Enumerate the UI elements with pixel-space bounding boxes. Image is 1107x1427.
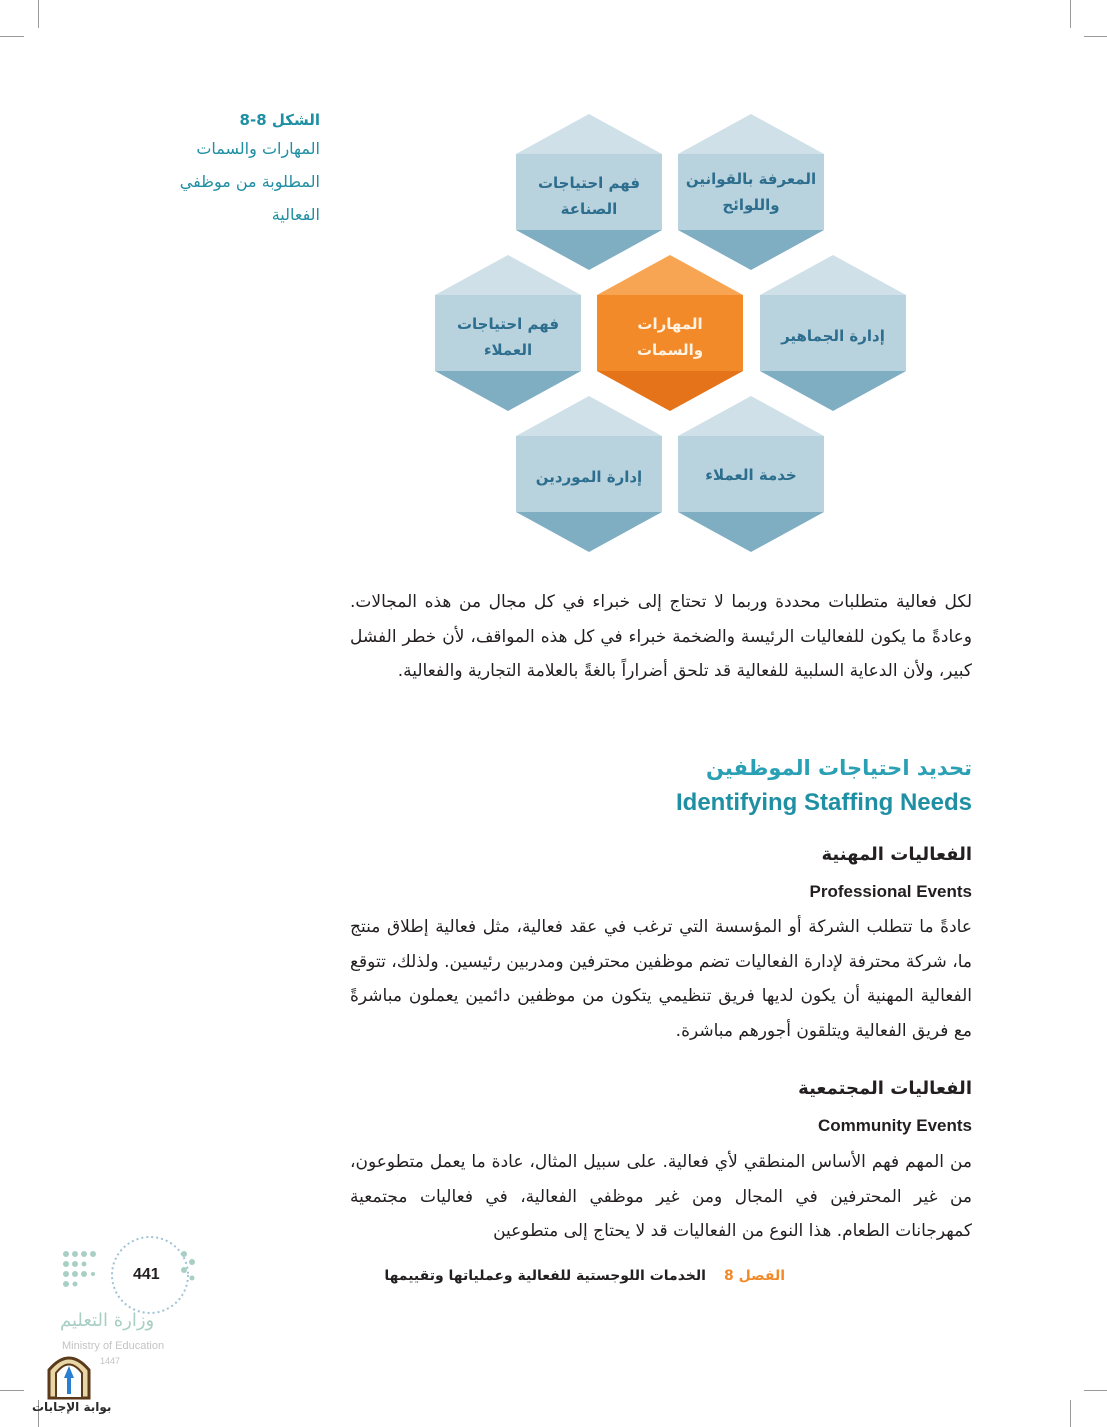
hex-label-suppliers: إدارة الموردين — [535, 468, 643, 486]
hex-label-customer-needs: فهم احتياجات العملاء — [456, 315, 560, 359]
hex-label-center-skills: المهارات والسمات — [636, 315, 704, 359]
hex-top-right-top-facet — [678, 114, 824, 154]
hex-bot-left-top-facet — [516, 396, 662, 436]
hex-bot-right-top-facet — [678, 396, 824, 436]
hex-mid-left-top-facet — [435, 255, 581, 295]
community-heading-ar: الفعاليات المجتمعية — [798, 1078, 972, 1099]
hex-center-top-facet — [597, 255, 743, 295]
community-heading-en: Community Events — [818, 1116, 972, 1135]
figure-caption-line: المطلوبة من موظفي — [179, 172, 320, 191]
hex-center-bottom-facet — [597, 371, 743, 411]
crop-mark — [1084, 1390, 1107, 1391]
hex-label-industry: فهم احتياجات الصناعة — [537, 174, 641, 218]
figure-caption-line: الفعالية — [271, 205, 320, 224]
intro-paragraph: لكل فعالية متطلبات محددة وربما لا تحتاج إلى خبراء في كل مجال من هذه المجالات. وعادةً ما يكون للفعاليات الرئيسة والضخمة خبراء في كل هذه المواقف، لأن خطر الفشل كبير، ولأن الدعاية السلبية للفعالية قد تلحق أضراراً بالغةً بالعلامة التجارية والفعالية. — [350, 592, 972, 681]
figure-caption-line: المهارات والسمات — [196, 139, 320, 158]
hex-label-customer-service: خدمة العملاء — [705, 466, 797, 484]
hex-bot-right-bottom-facet — [678, 512, 824, 552]
section-heading-ar: تحديد احتياجات الموظفين — [706, 756, 972, 780]
hex-bot-left-bottom-facet — [516, 512, 662, 552]
crop-mark — [1070, 1400, 1071, 1427]
hex-label-audience: إدارة الجماهير — [781, 327, 885, 345]
figure-number: الشكل 8-8 — [239, 111, 320, 129]
page-number: 441 — [133, 1266, 160, 1283]
professional-heading-ar: الفعاليات المهنية — [821, 844, 972, 865]
hex-label-laws: المعرفة بالقوانين واللوائح — [685, 170, 817, 214]
hex-mid-right-bottom-facet — [760, 371, 906, 411]
footer-title: الخدمات اللوجستية للفعالية وعملياتها وتقييمها — [384, 1268, 706, 1284]
answers-portal-logo-icon — [44, 1348, 94, 1400]
hex-top-right-bottom-facet — [678, 230, 824, 270]
hex-mid-right-top-facet — [760, 255, 906, 295]
page-footer — [350, 1268, 785, 1284]
ministry-logo-icon — [58, 1234, 200, 1316]
footer-chapter: الفصل 8 — [723, 1268, 785, 1284]
ministry-name-en: Ministry of Education — [62, 1340, 165, 1352]
ministry-year: 1447 — [100, 1356, 121, 1366]
professional-heading-en: Professional Events — [809, 882, 972, 901]
section-heading-en: Identifying Staffing Needs — [675, 789, 972, 816]
ministry-name-ar: وزارة التعليم — [60, 1310, 155, 1331]
crop-mark — [0, 1390, 24, 1391]
answers-portal-label: بوابة الإجابات — [32, 1400, 112, 1414]
community-paragraph: من المهم فهم الأساس المنطقي لأي فعالية. على سبيل المثال، عادة ما يعمل متطوعون، من غير المحترفين في المجال ومن غير موظفي الفعالية، في فعاليات مجتمعية كمهرجانات الطعام. هذا النوع من الفعاليات قد لا يحتاج إلى متطوعين — [350, 1152, 972, 1241]
hex-top-left-bottom-facet — [516, 230, 662, 270]
hex-mid-left-bottom-facet — [435, 371, 581, 411]
professional-paragraph: عادةً ما تتطلب الشركة أو المؤسسة التي ترغب في عقد فعالية، مثل فعالية إطلاق منتج ما، شركة محترفة لإدارة الفعاليات تضم موظفين محترفين ومدربين رئيسين. ولذلك، تتوقع الفعالية المهنية أن يكون لديها فريق تنظيمي يتكون من موظفين دائمين يعملون مباشرةً مع فريق الفعالية ويتلقون أجورهم مباشرة. — [350, 917, 972, 1041]
hex-top-left-top-facet — [516, 114, 662, 154]
